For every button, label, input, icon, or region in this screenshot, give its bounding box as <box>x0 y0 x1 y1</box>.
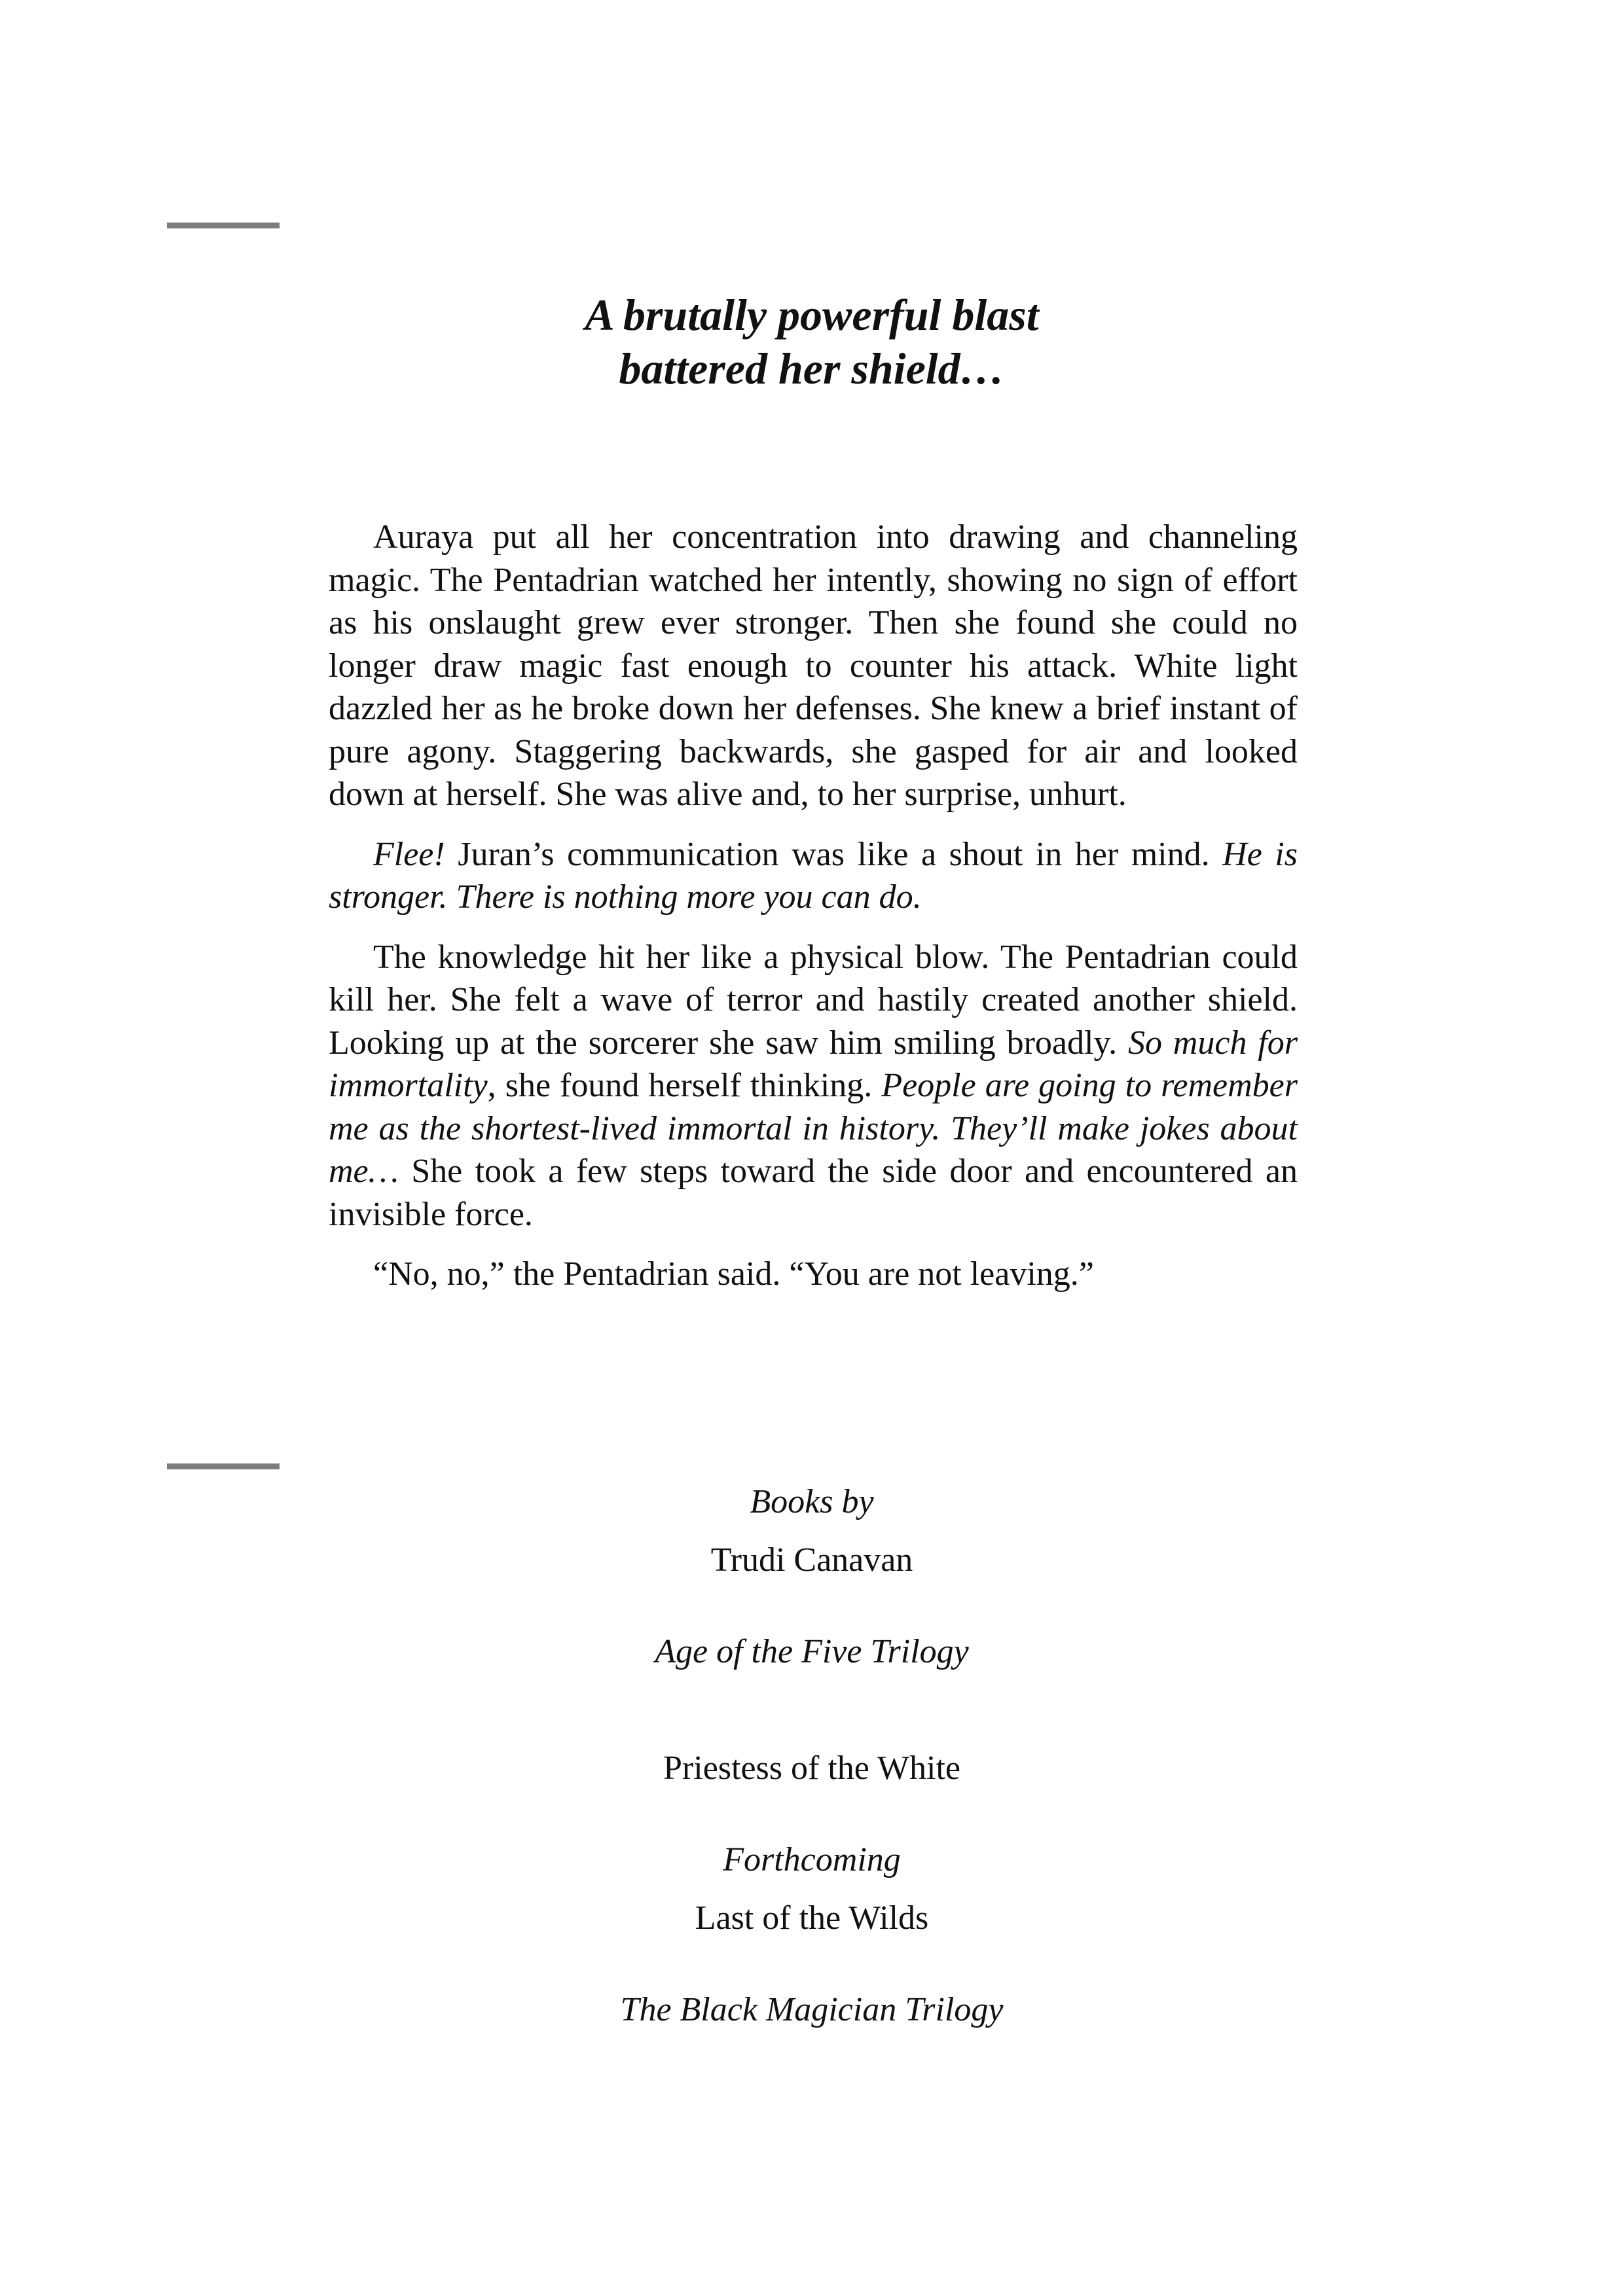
excerpt-paragraph-2 <box>329 833 1298 919</box>
series-black-magician: The Black Magician Trilogy <box>620 1991 1004 2028</box>
paragraph-3-italic-a: So much for immortality <box>329 1024 1298 1104</box>
series-age-of-the-five: Age of the Five Trilogy <box>655 1633 969 1670</box>
excerpt <box>329 516 1298 1313</box>
paragraph-3-text-a: The knowledge hit her like a physical blow. The Pentadrian could kill her. She felt a wave of terror and hastily created another shield. Looking up at the sorcerer she saw him smiling broadly. <box>329 938 1298 1062</box>
paragraph-3-text-b: , she found herself thinking. <box>487 1067 882 1104</box>
paragraph-3-italic-b: People are going to remember me as the shortest-lived immortal in history. They’ll make jokes about me… <box>329 1067 1298 1190</box>
middle-divider <box>167 1463 280 1469</box>
books-by-label: Books by <box>750 1483 874 1520</box>
thought-text: He is stronger. There is nothing more you can do. <box>329 835 1298 916</box>
author-name: Trudi Canavan <box>710 1541 913 1579</box>
paragraph-2-text: Juran’s communication was like a shout in her mind. <box>445 835 1223 873</box>
headline-line-2: battered her shield… <box>619 344 1005 393</box>
excerpt-paragraph-3 <box>329 936 1298 1236</box>
excerpt-paragraph-1: Auraya put all her concentration into drawing and channeling magic. The Pentadrian watched her intently, showing no sign of effort as his onslaught grew ever stronger. Then she found she could no longer draw magic fast enough to counter his attack. White light dazzled her as he broke down her defenses. She knew a brief instant of pure agony. Staggering backwards, she gasped for air and looked down at herself. She was alive and, to her surprise, unhurt. <box>329 518 1298 813</box>
book-title-priestess: Priestess of the White <box>663 1749 960 1787</box>
headline <box>327 288 1296 395</box>
books-by-section <box>327 1480 1296 2031</box>
book-title-last-of-the-wilds: Last of the Wilds <box>695 1899 929 1937</box>
paragraph-3-text-c: She took a few steps toward the side door and encountered an invisible force. <box>329 1153 1298 1233</box>
headline-line-1: A brutally powerful blast <box>585 290 1039 340</box>
excerpt-paragraph-4: “No, no,” the Pentadrian said. “You are not leaving.” <box>373 1255 1094 1293</box>
top-divider <box>167 223 280 228</box>
forthcoming-label: Forthcoming <box>723 1841 901 1878</box>
flee-text: Flee! <box>373 835 445 873</box>
